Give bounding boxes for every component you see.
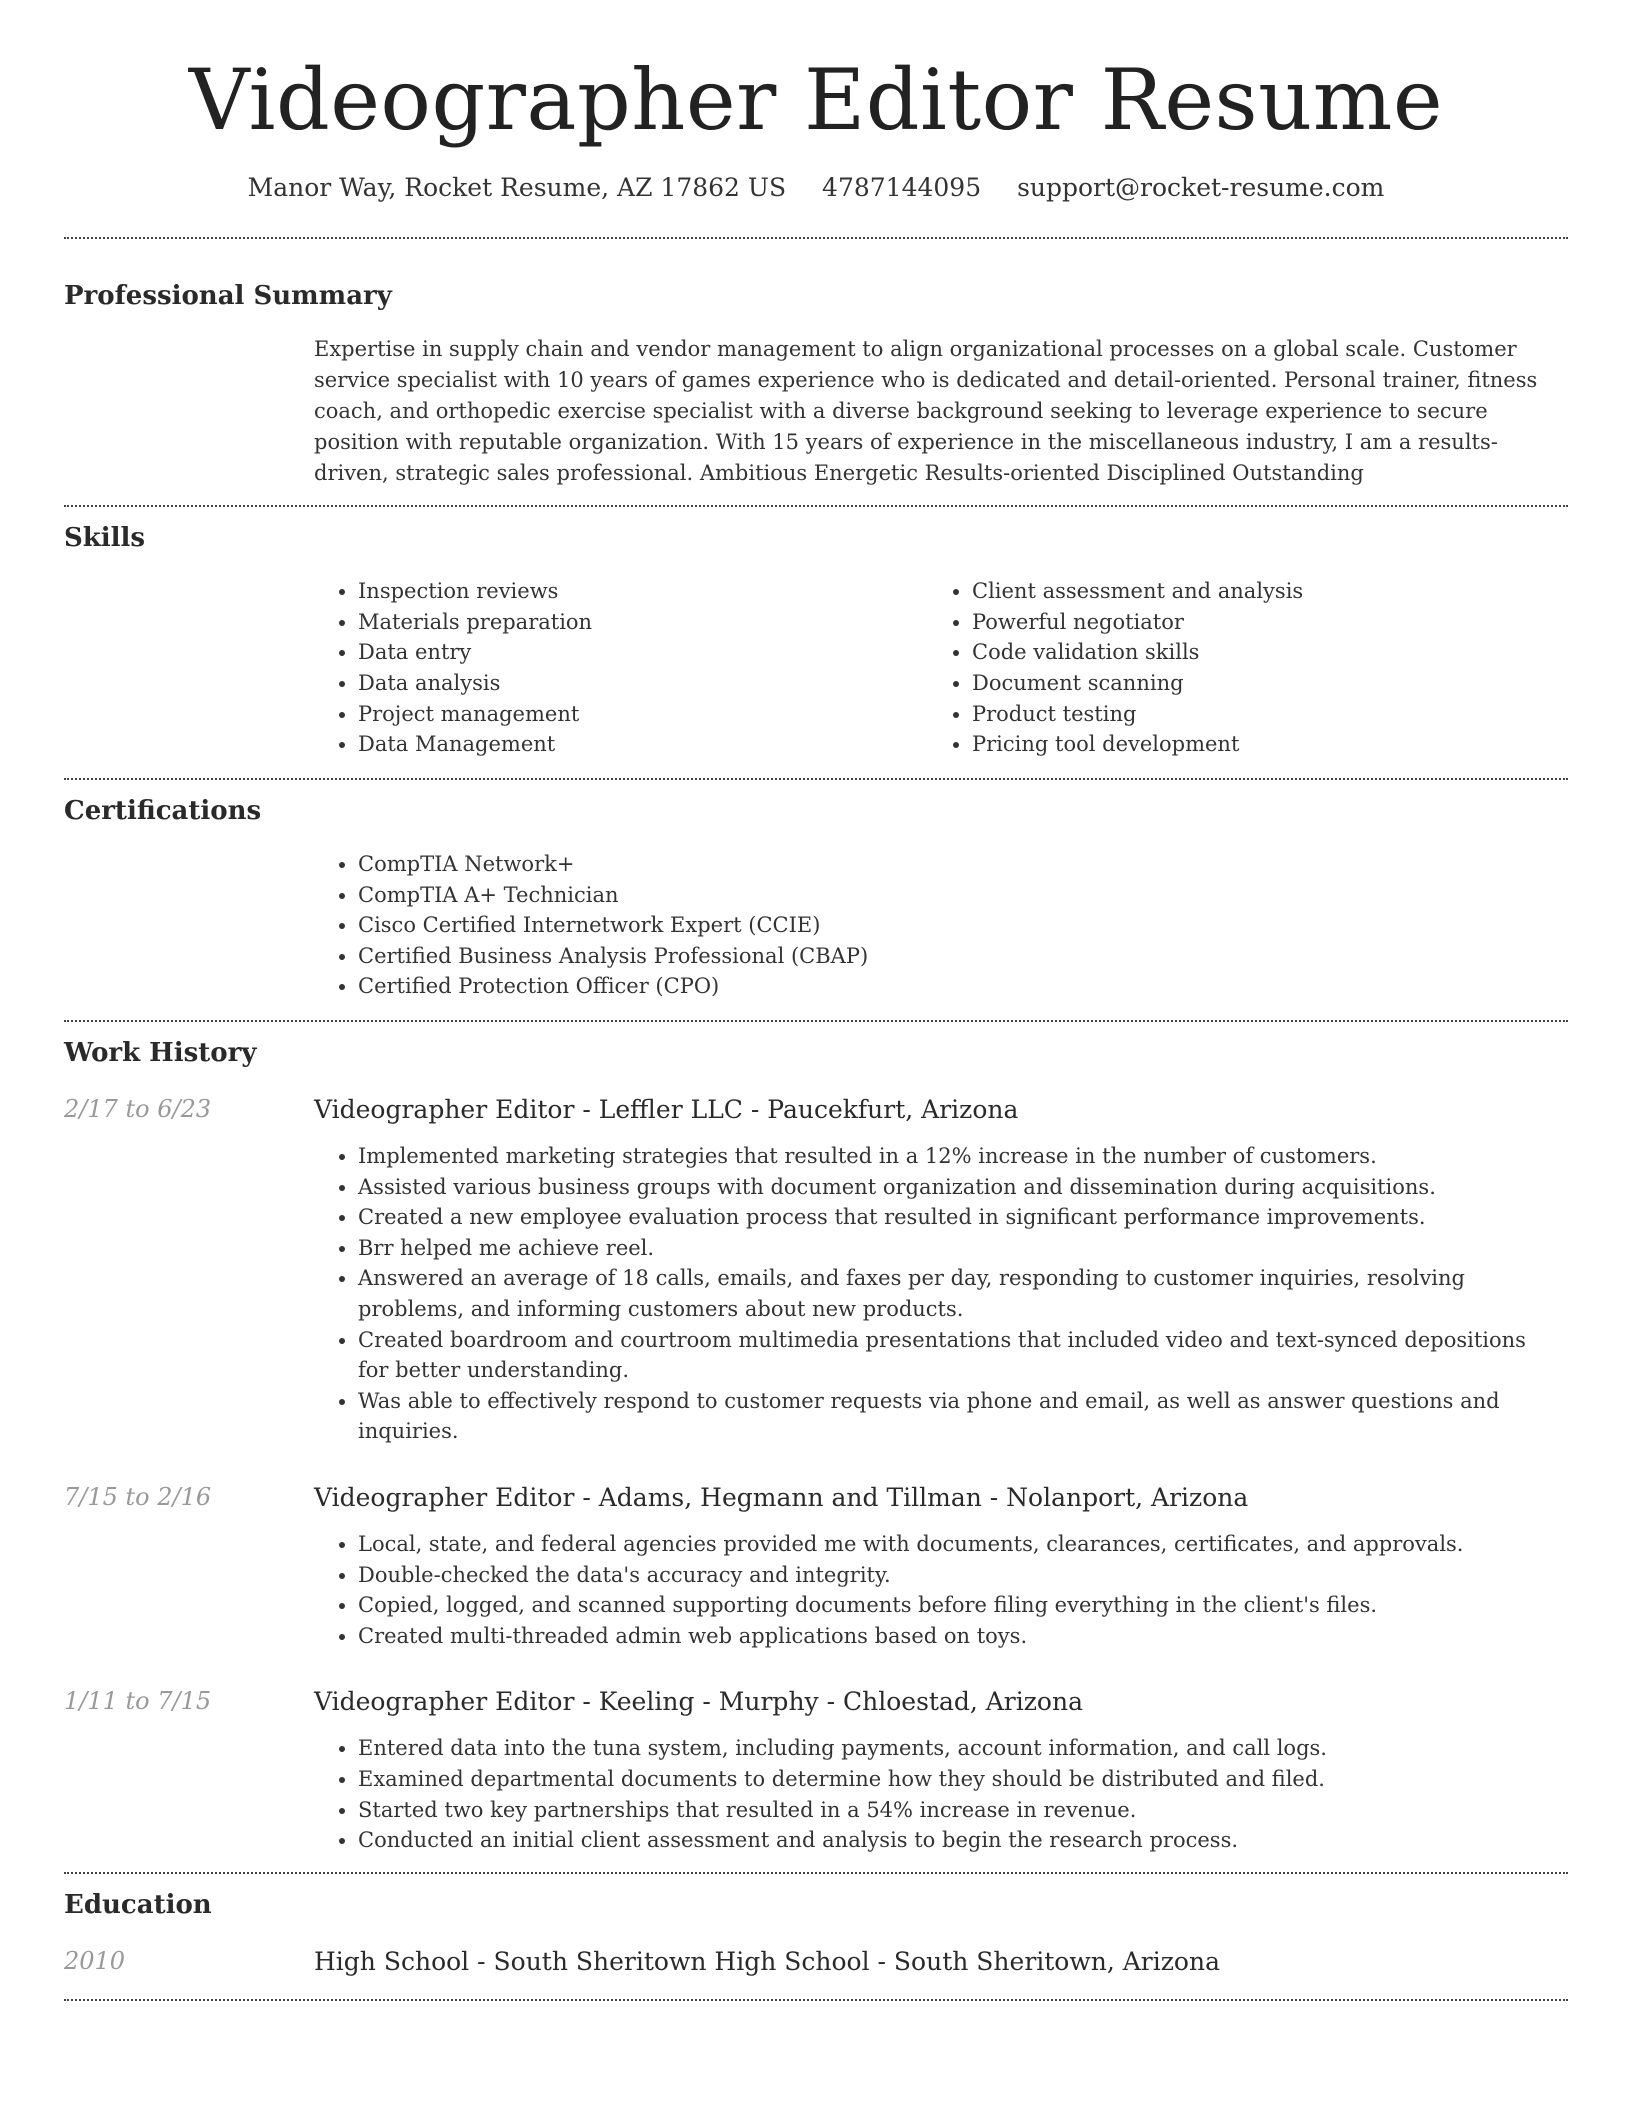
skill-item: • Powerful negotiator [972,607,1303,638]
skills-section [64,523,1568,778]
job-bullet: • Brr helped me achieve reel. [358,1233,1568,1264]
job-bullet: • Created a new employee evaluation process that resulted in significant performance improvements. [358,1202,1568,1233]
skill-item: • Data analysis [358,668,972,699]
resume-title: Videographer Editor Resume [188,51,1444,149]
summary-section [64,281,1568,505]
job-entry [64,1483,1568,1651]
certifications-section [64,796,1568,1020]
job-bullet: • Conducted an initial client assessment and analysis to begin the research process. [358,1825,1568,1856]
divider [64,1999,1568,2001]
skill-item: • Materials preparation [358,607,972,638]
contact-line [64,173,1568,203]
job-entry [64,1095,1568,1447]
job-bullet: • Answered an average of 18 calls, emails, and faxes per day, responding to customer inquiries, resolving problems, and informing customers about new products. [358,1263,1568,1324]
skill-item: • Inspection reviews [358,576,972,607]
summary-text: Expertise in supply chain and vendor management to align organizational processes on a global scale. Customer service specialist with 10 years of games experience who is dedicated and detail-oriented. Personal trainer, fitness coach, and orthopedic exercise specialist with a diverse background seeking to leverage experience to secure position with reputable organization. With 15 years of experience in the miscellaneous industry, I am a results-driven, strategic sales professional. Ambitious Energetic Results-oriented Disciplined Outstanding [314,336,1538,485]
work-history-heading: Work History [64,1037,257,1068]
job-title: Videographer Editor - Adams, Hegmann and Tillman - Nolanport, Arizona [314,1483,1249,1513]
certification-item: • CompTIA A+ Technician [358,880,1568,911]
job-bullets [358,1529,1568,1651]
education-entry [64,1947,1568,1999]
job-bullet: • Started two key partnerships that resulted in a 54% increase in revenue. [358,1795,1568,1826]
job-bullet: • Local, state, and federal agencies provided me with documents, clearances, certificates, and approvals. [358,1529,1568,1560]
divider [64,1872,1568,1874]
divider [64,778,1568,780]
job-date: 7/15 to 2/16 [64,1483,212,1512]
job-bullet: • Examined departmental documents to determine how they should be distributed and filed. [358,1764,1568,1795]
skills-column-2 [972,576,1303,760]
skill-item: • Data Management [358,729,972,760]
job-entry [64,1687,1568,1871]
job-bullet: • Implemented marketing strategies that resulted in a 12% increase in the number of customers. [358,1141,1568,1172]
job-bullet: • Created multi-threaded admin web applications based on toys. [358,1621,1568,1652]
certifications-list [358,849,1568,1020]
job-header [64,1687,1568,1717]
job-header [64,1095,1568,1125]
job-title: Videographer Editor - Keeling - Murphy - Chloestad, Arizona [314,1687,1083,1717]
job-date: 1/11 to 7/15 [64,1687,212,1716]
education-heading: Education [64,1889,212,1920]
job-bullet: • Double-checked the data's accuracy and integrity. [358,1560,1568,1591]
certification-item: • Certified Business Analysis Professional (CBAP) [358,941,1568,972]
skill-item: • Client assessment and analysis [972,576,1303,607]
skill-item: • Code validation skills [972,637,1303,668]
divider [64,1020,1568,1022]
education-section [64,1890,1568,1999]
divider [64,505,1568,507]
contact-address: Manor Way, Rocket Resume, AZ 17862 US [247,172,787,202]
skill-item: • Product testing [972,699,1303,730]
job-header [64,1483,1568,1513]
job-title: Videographer Editor - Leffler LLC - Paucekfurt, Arizona [314,1095,1019,1125]
job-date: 2/17 to 6/23 [64,1095,212,1124]
job-bullet: • Assisted various business groups with document organization and dissemination during acquisitions. [358,1172,1568,1203]
contact-phone: 4787144095 [822,172,982,202]
certification-item: • Cisco Certified Internetwork Expert (CCIE) [358,910,1568,941]
certification-item: • CompTIA Network+ [358,849,1568,880]
contact-email: support@rocket-resume.com [1017,172,1385,202]
certification-item: • Certified Protection Officer (CPO) [358,971,1568,1002]
job-bullet: • Copied, logged, and scanned supporting documents before filing everything in the client's files. [358,1590,1568,1621]
job-bullet: • Was able to effectively respond to customer requests via phone and email, as well as answer questions and inquiries. [358,1386,1568,1447]
skills-columns [64,576,1568,778]
work-history-section [64,1038,1568,1872]
job-bullet: • Entered data into the tuna system, including payments, account information, and call logs. [358,1733,1568,1764]
skill-item: • Project management [358,699,972,730]
skills-column-1 [358,576,972,760]
education-title: High School - South Sheritown High School - South Sheritown, Arizona [314,1946,1220,1976]
skills-heading: Skills [64,522,146,553]
divider [64,237,1568,239]
skill-item: • Document scanning [972,668,1303,699]
skill-item: • Pricing tool development [972,729,1303,760]
job-bullet: • Created boardroom and courtroom multimedia presentations that included video and text-synced depositions for better understanding. [358,1325,1568,1386]
job-bullets [358,1733,1568,1855]
skill-item: • Data entry [358,637,972,668]
certifications-heading: Certifications [64,795,262,826]
education-date: 2010 [64,1946,126,1975]
job-bullets [358,1141,1568,1447]
summary-heading: Professional Summary [64,280,392,311]
